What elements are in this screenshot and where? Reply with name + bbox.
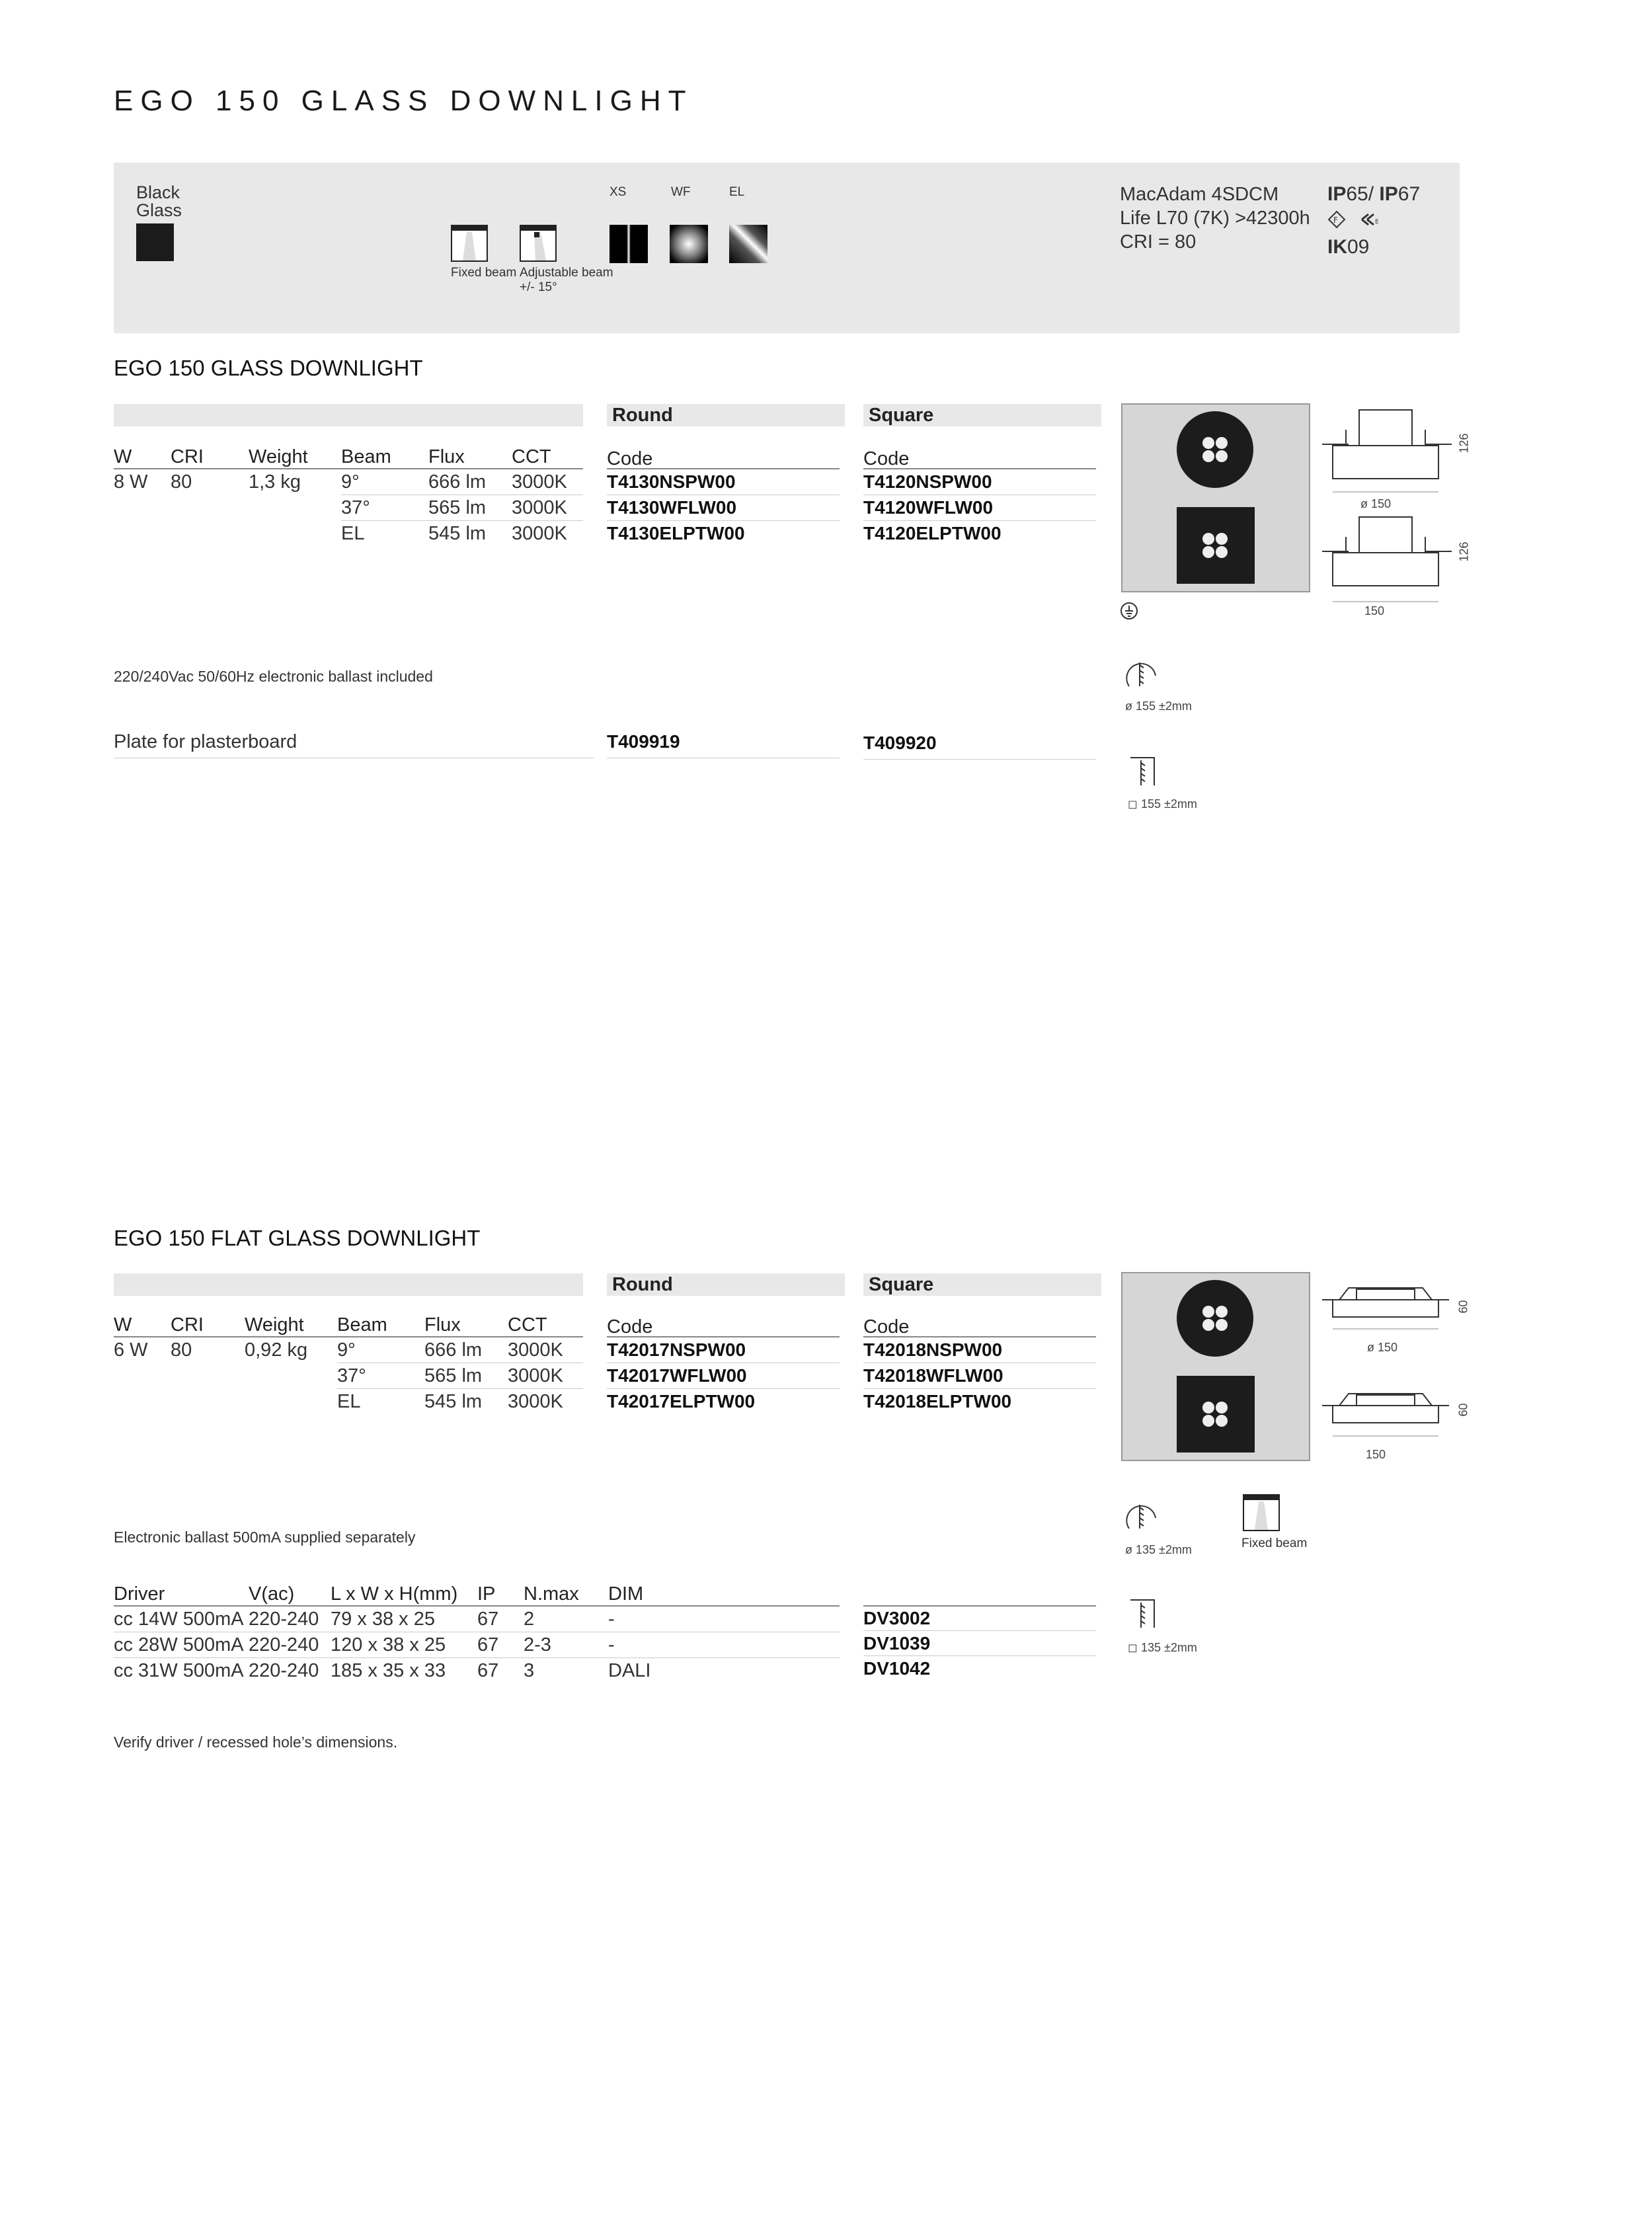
cell: cc 31W 500mA — [114, 1659, 244, 1681]
col-w: W — [114, 446, 132, 467]
cell: 220-240 — [249, 1659, 319, 1681]
finish-label: Black Glass — [136, 182, 182, 220]
cell: 666 lm — [428, 469, 512, 495]
col-flux: Flux — [428, 446, 465, 467]
cell: 37° — [337, 1363, 424, 1389]
adjustable-beam-icon — [520, 225, 557, 262]
section1-title: EGO 150 GLASS DOWNLIGHT — [114, 356, 423, 380]
section2-spec-bar — [114, 1273, 583, 1296]
cell: 80 — [171, 1339, 192, 1361]
driver-codes — [863, 1605, 1096, 1681]
cell: 565 lm — [424, 1363, 508, 1389]
square-code: T4120NSPW00 — [863, 469, 1096, 495]
cell: 80 — [171, 471, 192, 493]
table-header-row — [114, 444, 583, 469]
table-header-row — [114, 1312, 583, 1337]
cell: 79 x 38 x 25 — [331, 1608, 435, 1630]
section1-square-cutout-dim: ◻ 155 ±2mm — [1128, 797, 1197, 811]
section2-diameter-dim: ø 150 — [1367, 1341, 1398, 1354]
cell: 120 x 38 x 25 — [331, 1634, 446, 1655]
section1-square-header: Square — [863, 404, 1101, 426]
section2-fixed-beam-icon — [1243, 1494, 1280, 1531]
section2-square-drawing — [1319, 1379, 1452, 1442]
col-cri: CRI — [171, 1314, 204, 1335]
section1-diameter-dim: ø 150 — [1360, 497, 1392, 510]
cell: 2-3 — [524, 1634, 551, 1655]
optic-el-icon — [729, 225, 767, 263]
verify-note: Verify driver / recessed hole’s dimensions. — [114, 1733, 398, 1751]
section1-plate-round-code: T409919 — [607, 731, 840, 758]
optic-xs-icon — [610, 225, 648, 263]
section1-width-dim: 150 — [1364, 604, 1385, 617]
section1-spec-table — [114, 444, 583, 546]
table-row — [114, 1658, 840, 1684]
cell: EL — [337, 1390, 361, 1412]
square-code: T42018NSPW00 — [863, 1337, 1096, 1363]
cell: 6 W — [114, 1339, 148, 1361]
round-code: T42017ELPTW00 — [607, 1391, 756, 1412]
driver-code: DV3002 — [863, 1607, 1096, 1631]
cell: 3000K — [508, 1363, 583, 1389]
col-weight: Weight — [245, 1314, 304, 1335]
col-ip: IP — [477, 1583, 496, 1605]
section2-square-cutout-dim: ◻ 135 ±2mm — [1128, 1641, 1197, 1654]
table-row — [114, 1632, 840, 1658]
square-code: T42018WFLW00 — [863, 1363, 1096, 1389]
section2-round-drawing — [1319, 1280, 1452, 1336]
table-row — [114, 1389, 583, 1415]
fixed-beam-label: Fixed beam — [451, 266, 517, 280]
square-code: T42018ELPTW00 — [863, 1391, 1012, 1412]
round-cutout-icon — [1125, 656, 1160, 694]
cell: - — [608, 1634, 615, 1655]
driver-code: DV1042 — [863, 1658, 931, 1679]
spec-list — [1120, 182, 1310, 254]
optic-wf-label: WF — [671, 185, 691, 199]
section1-height-dim: 126 — [1457, 433, 1471, 454]
section2-round-cutout-dim: ø 135 ±2mm — [1125, 1543, 1192, 1556]
cell: 67 — [477, 1659, 499, 1681]
earth-icon — [1120, 602, 1138, 623]
cell: - — [608, 1608, 615, 1630]
section1-round-cutout-dim: ø 155 ±2mm — [1125, 699, 1192, 713]
driver-table — [114, 1581, 840, 1683]
code-label: Code — [607, 1312, 840, 1337]
optic-wf-icon — [670, 225, 708, 263]
section2-product-image — [1121, 1272, 1310, 1461]
ip-rating: IP65/ IP67 — [1327, 183, 1421, 205]
table-row — [114, 1606, 840, 1632]
square-code: T4120ELPTW00 — [863, 523, 1002, 543]
section1-round-drawing — [1319, 403, 1452, 499]
adjustable-beam-label: Adjustable beam +/- 15° — [520, 266, 613, 294]
section1-spec-bar — [114, 404, 583, 426]
cell: 3000K — [508, 1337, 583, 1363]
svg-text:F: F — [1333, 216, 1338, 225]
cell: 1,3 kg — [249, 471, 301, 493]
square-cutout-icon-2 — [1128, 1596, 1161, 1634]
ik-rating: IK09 — [1327, 236, 1370, 258]
cell: 9° — [337, 1337, 424, 1363]
section1-square-codes — [863, 444, 1096, 546]
col-cct: CCT — [512, 446, 551, 467]
table-row — [114, 469, 583, 495]
cell: 3000K — [512, 469, 583, 495]
black-glass-swatch — [136, 223, 174, 261]
cell: 67 — [477, 1634, 499, 1655]
cell: 220-240 — [249, 1608, 319, 1630]
cell: 8 W — [114, 471, 148, 493]
section2-fixed-beam-label: Fixed beam — [1241, 1536, 1308, 1550]
col-dimensions: L x W x H(mm) — [331, 1583, 458, 1605]
fixed-beam-icon — [451, 225, 488, 262]
cell: 185 x 35 x 33 — [331, 1659, 446, 1681]
col-beam: Beam — [341, 446, 391, 467]
table-row — [114, 1337, 583, 1363]
optic-el-label: EL — [729, 185, 745, 199]
round-code: T42017WFLW00 — [607, 1363, 840, 1389]
section1-ballast-note: 220/240Vac 50/60Hz electronic ballast included — [114, 668, 433, 685]
col-cct: CCT — [508, 1314, 547, 1335]
round-cutout-icon-2 — [1125, 1498, 1160, 1536]
section2-title: EGO 150 FLAT GLASS DOWNLIGHT — [114, 1226, 481, 1250]
certification-icons — [1327, 210, 1387, 232]
cell: 545 lm — [428, 522, 487, 544]
cell: EL — [341, 522, 365, 544]
spec-life: Life L70 (7K) >42300h — [1120, 208, 1310, 229]
cell: 545 lm — [424, 1390, 483, 1412]
cell: DALI — [608, 1659, 651, 1681]
section1-product-image — [1121, 403, 1310, 592]
cell: 0,92 kg — [245, 1339, 308, 1361]
section2-square-header: Square — [863, 1273, 1101, 1296]
round-code: T4130NSPW00 — [607, 469, 840, 495]
code-label: Code — [607, 444, 840, 469]
round-code: T4130ELPTW00 — [607, 523, 745, 543]
col-nmax: N.max — [524, 1583, 579, 1605]
section2-round-header: Round — [607, 1273, 845, 1296]
optic-xs-label: XS — [610, 185, 627, 199]
code-label: Code — [863, 1312, 1096, 1337]
cell: 9° — [341, 469, 428, 495]
cell: 3000K — [508, 1390, 563, 1412]
col-dim: DIM — [608, 1583, 644, 1605]
cell: 2 — [524, 1608, 535, 1630]
col-w: W — [114, 1314, 132, 1335]
section1-plate-label: Plate for plasterboard — [114, 731, 594, 758]
col-cri: CRI — [171, 446, 204, 467]
round-code: T4130WFLW00 — [607, 495, 840, 521]
cell: 3000K — [512, 495, 583, 521]
section1-plate-square-code: T409920 — [863, 733, 1096, 760]
section1-round-codes — [607, 444, 840, 546]
driver-code: DV1039 — [863, 1631, 1096, 1656]
section1-square-drawing — [1319, 510, 1452, 606]
cell: cc 28W 500mA — [114, 1634, 244, 1655]
col-vac: V(ac) — [249, 1583, 295, 1605]
page-title: EGO 150 GLASS DOWNLIGHT — [114, 85, 693, 117]
cell: 565 lm — [428, 495, 512, 521]
spec-cri: CRI = 80 — [1120, 231, 1197, 253]
square-cutout-icon — [1128, 754, 1161, 791]
cell: 3000K — [512, 522, 567, 544]
cell: 3 — [524, 1659, 535, 1681]
cell: 67 — [477, 1608, 499, 1630]
cell: 220-240 — [249, 1634, 319, 1655]
col-driver: Driver — [114, 1583, 165, 1605]
square-code: T4120WFLW00 — [863, 495, 1096, 521]
col-beam: Beam — [337, 1314, 387, 1335]
section2-height-dim: 60 — [1456, 1300, 1470, 1314]
cell: 666 lm — [424, 1337, 508, 1363]
section2-spec-table — [114, 1312, 583, 1414]
section2-round-codes — [607, 1312, 840, 1414]
section1-height-dim-2: 126 — [1457, 541, 1471, 562]
col-flux: Flux — [424, 1314, 461, 1335]
col-weight: Weight — [249, 446, 308, 467]
section1-round-header: Round — [607, 404, 845, 426]
round-code: T42017NSPW00 — [607, 1337, 840, 1363]
code-label: Code — [863, 444, 1096, 469]
table-row — [114, 495, 583, 521]
cell: cc 14W 500mA — [114, 1608, 244, 1630]
spec-macadam: MacAdam 4SDCM — [1120, 184, 1279, 205]
section2-width-dim: 150 — [1366, 1448, 1386, 1461]
section2-height-dim-2: 60 — [1456, 1403, 1470, 1417]
section2-ballast-note: Electronic ballast 500mA supplied separately — [114, 1529, 416, 1546]
table-row — [114, 521, 583, 547]
table-header-row — [114, 1581, 840, 1606]
section2-square-codes — [863, 1312, 1096, 1414]
table-row — [114, 1363, 583, 1389]
svg-text:E: E — [1375, 219, 1379, 225]
cell: 37° — [341, 495, 428, 521]
